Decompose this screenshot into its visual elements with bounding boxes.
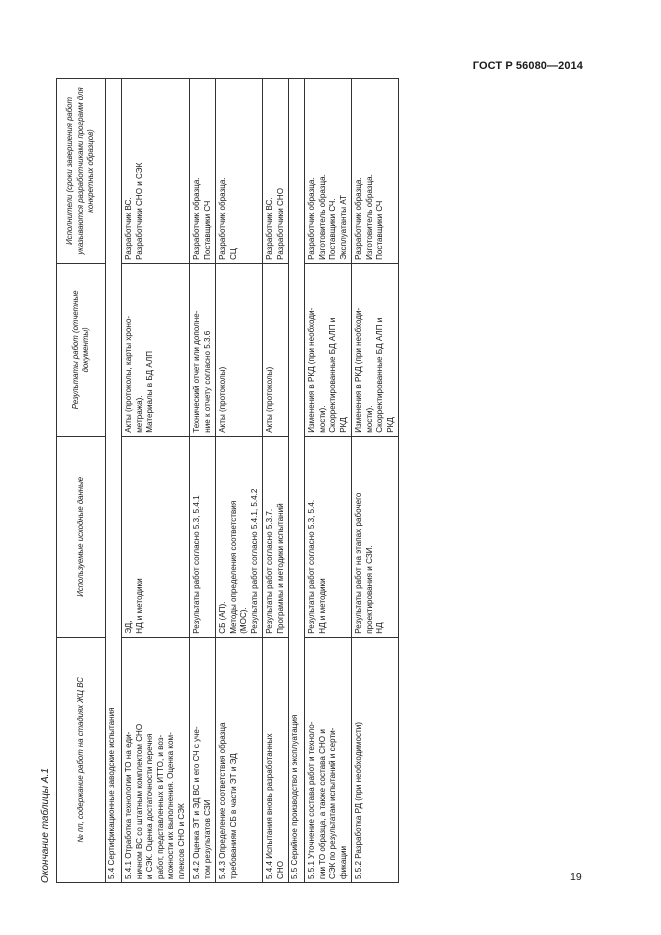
cell-results bbox=[263, 263, 289, 436]
section-row bbox=[106, 79, 122, 883]
table-row bbox=[216, 79, 263, 883]
cell-line: плексов СНО и СЭК bbox=[176, 803, 186, 879]
cell-executors bbox=[305, 79, 352, 264]
cell-line: Скорректированные БД АЛП и bbox=[328, 317, 337, 433]
cell-line: РКД bbox=[338, 417, 348, 433]
header-results: Результаты работ (отчетные документы) bbox=[57, 263, 106, 436]
cell-line: Изготовитель образца. bbox=[364, 174, 374, 260]
cell-line: ЭД, bbox=[124, 620, 133, 634]
cell-line: требованиям СБ в части ЭТ и ЭД bbox=[228, 753, 238, 879]
cell-line: 5.4.1 Отработка технологии ТО на еди- bbox=[124, 731, 133, 879]
cell-line: Эксплуатанты АТ bbox=[338, 194, 348, 260]
cell-line: Изготовитель образца. bbox=[317, 174, 327, 260]
cell-results bbox=[216, 263, 263, 436]
cell-line: фикации bbox=[338, 845, 348, 879]
cell-line: Разработчик образца. bbox=[218, 177, 227, 260]
cell-line: Поставщики СЧ bbox=[202, 200, 212, 260]
table-row bbox=[352, 79, 399, 883]
cell-executors bbox=[216, 79, 263, 264]
cell-line: Материалы в БД АЛП bbox=[145, 350, 154, 433]
cell-line: Программы и методики испытаний bbox=[275, 503, 285, 634]
cell-line: Технический отчет или дополне- bbox=[192, 310, 201, 433]
cell-line: НД и методики bbox=[134, 578, 144, 634]
cell-stage-work bbox=[190, 637, 216, 882]
cell-line: мости). bbox=[364, 405, 374, 433]
cell-line: 5.4.3 Определение соответствия образца bbox=[218, 722, 227, 879]
cell-line: Скорректированные БД АЛП и bbox=[375, 317, 384, 433]
cell-line: Результаты работ согласно 5.4.1, 5.4.2 bbox=[249, 488, 259, 634]
cell-line: Акты (протоколы, карты хроно- bbox=[124, 315, 133, 433]
cell-line: Результаты работ согласно 5.3.7. bbox=[265, 508, 274, 634]
rotated-table-area bbox=[40, 78, 600, 883]
cell-line: Результаты работ согласно 5.3, 5.4.1 bbox=[192, 495, 201, 634]
cell-results bbox=[352, 263, 399, 436]
cell-line: НД и методики bbox=[317, 578, 327, 634]
cell-line: проектирования и СЗИ. bbox=[364, 545, 374, 634]
cell-line: ничном ВС со штатным комплектом СНО bbox=[134, 723, 144, 879]
cell-line: РКД bbox=[385, 417, 395, 433]
section-title: 5.5 Серийное производство и эксплуатация bbox=[289, 79, 305, 883]
cell-line: метража). bbox=[134, 395, 144, 433]
cell-source-data bbox=[352, 436, 399, 637]
cell-line: мости). bbox=[317, 405, 327, 433]
cell-line: Акты (протоколы) bbox=[218, 366, 227, 433]
cell-line: СЦ bbox=[228, 248, 238, 260]
cell-line: Акты (протоколы) bbox=[265, 366, 274, 433]
cell-line: ние к отчету согласно 5.3.6 bbox=[202, 330, 212, 433]
table-row bbox=[122, 79, 190, 883]
table-caption: Окончание таблицы А.1 bbox=[40, 768, 51, 883]
cell-executors bbox=[263, 79, 289, 264]
header-source-data: Используемые исходные данные bbox=[57, 436, 106, 637]
cell-executors bbox=[190, 79, 216, 264]
cell-line: Разработчик ВС. bbox=[265, 197, 274, 260]
cell-source-data bbox=[122, 436, 190, 637]
cell-line: Разработчик образца. bbox=[307, 177, 316, 260]
cell-line: гии ТО образца, а также состава СНО и bbox=[317, 729, 327, 879]
cell-line: Разработчик образца. bbox=[354, 177, 363, 260]
standard-number: ГОСТ Р 56080—2014 bbox=[472, 60, 583, 72]
section-title: 5.4 Сертификационные заводские испытания bbox=[106, 79, 122, 883]
cell-source-data bbox=[305, 436, 352, 637]
cell-stage-work bbox=[216, 637, 263, 882]
cell-line: 5.4.4 Испытания вновь разработанных bbox=[265, 733, 274, 879]
cell-line: том результатов СЗИ bbox=[202, 799, 212, 879]
cell-line: Результаты работ на этапах рабочего bbox=[354, 492, 363, 634]
cell-line: 5.5.2 Разработка РД (при необходимости) bbox=[354, 722, 363, 879]
cell-line: Разработчики СНО bbox=[275, 187, 285, 260]
page-number: 19 bbox=[570, 871, 582, 883]
cell-results bbox=[190, 263, 216, 436]
cell-stage-work bbox=[352, 637, 399, 882]
cell-results bbox=[305, 263, 352, 436]
cell-line: НД bbox=[375, 622, 384, 634]
cell-stage-work bbox=[305, 637, 352, 882]
cell-line: СБ (АП). bbox=[218, 601, 227, 634]
cell-line: 5.5.1 Уточнение состава работ и техноло- bbox=[307, 721, 316, 879]
table-row bbox=[190, 79, 216, 883]
cell-stage-work bbox=[263, 637, 289, 882]
cell-line: работ, представленных в ИТТО, и воз- bbox=[155, 734, 165, 879]
cell-line: Изменения в РКД (при необходи- bbox=[354, 307, 363, 433]
cell-line: Методы определения соответствия bbox=[228, 500, 238, 634]
cell-line: и СЭК. Оценка достаточности перечня bbox=[145, 733, 154, 879]
cell-executors bbox=[352, 79, 399, 264]
cell-line: 5.4.2 Оценка ЭТ и ЭД ВС и его СЧ с уче- bbox=[192, 726, 201, 879]
cell-source-data bbox=[263, 436, 289, 637]
cell-line: СЭК по результатам испытаний и серти- bbox=[328, 727, 337, 879]
cell-line: Разработчик ВС. bbox=[124, 197, 133, 260]
cell-results bbox=[122, 263, 190, 436]
table-header-row bbox=[57, 79, 106, 883]
section-row bbox=[289, 79, 305, 883]
cell-source-data bbox=[190, 436, 216, 637]
header-executors: Исполнители (сроки завершения работ указываются разработчиками программ для конкретных образцов) bbox=[57, 79, 106, 264]
cell-line: Разработчики СНО и СЭК bbox=[134, 162, 144, 260]
cell-stage-work bbox=[122, 637, 190, 882]
requirements-table bbox=[56, 78, 399, 883]
header-stage-work: № пп, содержание работ на стадиях ЖЦ ВС bbox=[57, 637, 106, 882]
cell-line: Разработчик образца. bbox=[192, 177, 201, 260]
table-body bbox=[106, 79, 399, 883]
cell-line: можности их выполнения. Оценка ком- bbox=[166, 732, 175, 879]
cell-line: СНО bbox=[275, 861, 285, 879]
cell-line: (МОС). bbox=[239, 607, 248, 634]
table-row bbox=[305, 79, 352, 883]
table-row bbox=[263, 79, 289, 883]
cell-line: Поставщики СЧ. bbox=[328, 198, 337, 260]
cell-source-data bbox=[216, 436, 263, 637]
cell-line: Результаты работ согласно 5.3, 5.4. bbox=[307, 499, 316, 634]
cell-line: Изменения в РКД (при необходи- bbox=[307, 307, 316, 433]
cell-executors bbox=[122, 79, 190, 264]
cell-line: Поставщики СЧ bbox=[375, 200, 384, 260]
